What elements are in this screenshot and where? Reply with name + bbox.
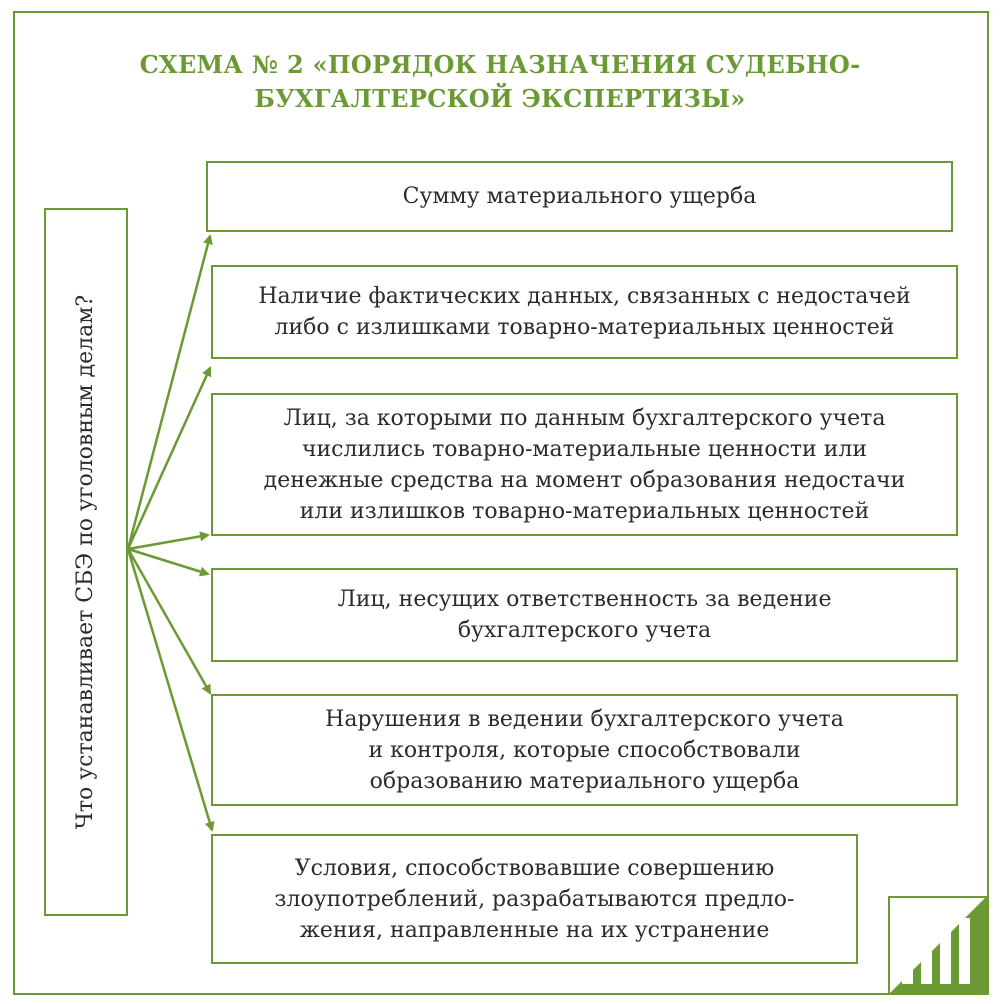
answer-box-5 xyxy=(211,694,958,806)
answer-text-3: Лиц, за которыми по данным бухгалтерского учета числились товарно-материальные ценности или денежные средства на момент образования недостачи или излишков товарно-материальных ценностей xyxy=(263,405,906,524)
answer-box-4 xyxy=(211,568,958,662)
question-label: Что устанавливает СБЭ по уголовным делам? xyxy=(73,294,98,830)
answer-box-6 xyxy=(211,834,858,964)
bar-chart-logo-icon xyxy=(888,896,987,995)
answer-text-2: Наличие фактических данных, связанных с недостачей либо с излишками товарно-материальных ценностей xyxy=(258,284,911,340)
answer-text-5: Нарушения в ведении бухгалтерского учета и контроля, которые способствовали образованию материального ущерба xyxy=(325,706,844,794)
answer-box-2 xyxy=(211,265,958,359)
answer-box-3 xyxy=(211,393,958,536)
answer-text-4: Лиц, несущих ответственность за ведение бухгалтерского учета xyxy=(337,587,832,643)
answer-box-1 xyxy=(206,161,953,232)
answer-text-6: Условия, способствовавшие совершению злоупотреблений, разрабатываются предло- жения, направленные на их устранение xyxy=(274,855,795,943)
answer-text-1: Сумму материального ущерба xyxy=(402,184,757,209)
diagram-title: СХЕМА № 2 «ПОРЯДОК НАЗНАЧЕНИЯ СУДЕБНО-БУХГАЛТЕРСКОЙ ЭКСПЕРТИЗЫ» xyxy=(139,50,861,113)
